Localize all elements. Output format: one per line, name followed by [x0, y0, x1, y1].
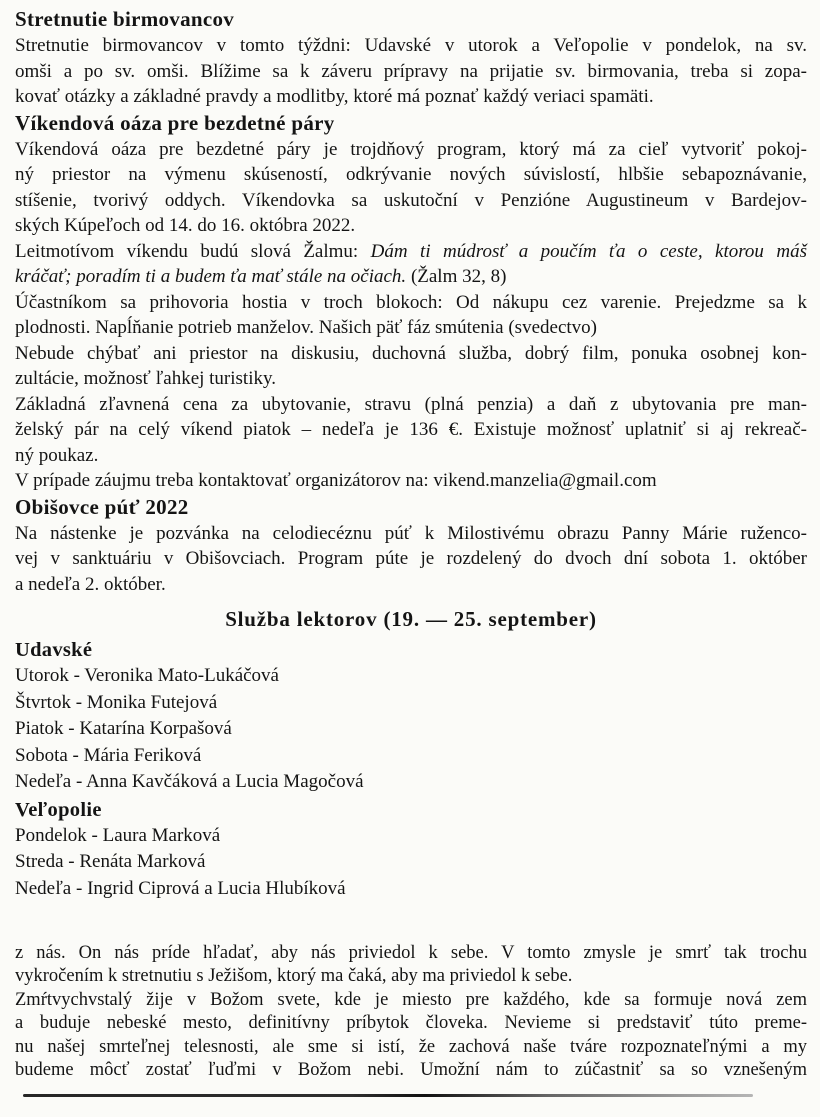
text-line: Na nástenke je pozvánka na celodiecéznu púť k Milostivému obrazu Panny Márie ruženco- — [15, 522, 807, 544]
lector-list-item: Nedeľa - Anna Kavčáková a Lucia Magočová — [15, 771, 364, 792]
text-line: V prípade záujmu treba kontaktovať organizátorov na: vikend.manzelia@gmail.com — [15, 470, 657, 491]
lector-list-velopolie — [15, 823, 807, 903]
text-line: kovať otázky a základné pravdy a modlitby, ktoré má poznať každý veriaci spamäti. — [15, 86, 654, 107]
subheading-udavske: Udavské — [15, 639, 93, 661]
text-line: Stretnutie birmovancov v tomto týždni: Udavské v utorok a Veľopolie v pondelok, na sv. — [15, 35, 807, 56]
lector-list-item: Pondelok - Laura Marková — [15, 824, 221, 846]
text-line: vej v sanktuáriu v Obišovciach. Program púte je rozdelený do dvoch dní sobota 1. október — [15, 548, 807, 569]
text-line: Základná zľavnená cena za ubytovanie, stravu (plná penzia) a daň z ubytovania pre man- — [15, 393, 807, 415]
text-line: Účastníkom sa prihovoria hostia v troch blokoch: Od nákupu cez varenie. Prejedzme sa k — [15, 291, 807, 313]
text-line — [15, 264, 807, 290]
subheading-velopolie: Veľopolie — [15, 798, 102, 821]
text-line: zultácie, možnosť ľahkej turistiky. — [15, 368, 277, 389]
heading-sluzba-lektorov: Služba lektorov (19. — 25. september) — [225, 607, 597, 631]
lector-list-item: Sobota - Mária Feriková — [15, 744, 202, 766]
italic-quote-segment: kráčať; poradím ti a budem ťa mať stále na očiach. — [15, 266, 407, 287]
lector-list-item: Streda - Renáta Marková — [15, 851, 206, 872]
text-line: budeme môcť zostať ľuďmi v Božom nebi. Umožní nám to zúčastniť sa so vznešeným — [15, 1060, 807, 1081]
paragraph-hostia — [15, 290, 807, 341]
text-line: a buduje nebeské mesto, definitívny príbytok človeka. Nevieme si predstaviť túto preme- — [15, 1013, 807, 1034]
lector-list-udavske — [15, 663, 807, 796]
heading-stretnutie-birmovancov: Stretnutie birmovancov — [15, 7, 235, 31]
text-line: ských Kúpeľoch od 14. do 16. októbra 2022. — [15, 215, 356, 236]
paragraph-birmovanci — [15, 33, 807, 110]
lector-list-item: Piatok - Katarína Korpašová — [15, 718, 232, 739]
text-line: z nás. On nás príde hľadať, aby nás priviedol k sebe. V tomto zmysle je smrť tak trochu — [15, 943, 807, 963]
paragraph-kontakt — [15, 468, 807, 494]
italic-quote-segment: Dám ti múdrosť a poučím ťa o ceste, ktorou máš — [370, 240, 807, 262]
text-segment: (Žalm 32, 8) — [406, 266, 507, 287]
text-line: plodnosti. Napĺňanie potrieb manželov. Našich päť fáz smútenia (svedectvo) — [15, 317, 597, 338]
text-line: ný poukaz. — [15, 444, 99, 466]
heading-vikendova-oaza: Víkendová oáza pre bezdetné páry — [15, 110, 335, 135]
paragraph-oaza-intro — [15, 137, 807, 239]
text-line: a nedeľa 2. október. — [15, 573, 166, 595]
text-line: vykročením k stretnutiu s Ježišom, ktorý ma čaká, aby ma priviedol k sebe. — [15, 966, 573, 987]
text-line: Nebude chýbať ani priestor na diskusiu, duchovná služba, dobrý film, ponuka osobnej kon- — [15, 342, 807, 364]
text-segment: Leitmotívom víkendu budú slová Žalmu: — [15, 240, 371, 262]
text-line: stíšenie, tvorivý oddych. Víkendovka sa uskutoční v Penzióne Augustineum v Bardejov- — [15, 189, 807, 211]
lector-list-item: Štvrtok - Monika Futejová — [15, 691, 218, 713]
lector-list-item: Utorok - Veronika Mato-Lukáčová — [15, 665, 279, 686]
paragraph-zalm — [15, 239, 807, 290]
text-line: nu našej smrteľnej telesnosti, ale sme si istí, že zachová naše tváre rozpoznateľnými a my — [15, 1036, 807, 1057]
paragraph-zmrtvychvstaly — [15, 989, 807, 1083]
vertical-gap — [15, 902, 807, 942]
text-line: želský pár na celý víkend piatok – nedeľa je 136 €. Existuje možnosť uplatniť si aj rekreač- — [15, 419, 807, 440]
lector-list-item: Nedeľa - Ingrid Ciprová a Lucia Hlubíková — [15, 877, 346, 899]
text-line: Zmŕtvychvstalý žije v Božom svete, kde je miesto pre každého, kde sa formuje nová zem — [15, 989, 807, 1010]
text-line: omši a po sv. omši. Blížime sa k záveru prípravy na prijatie sv. birmovania, treba si zopa- — [15, 60, 807, 82]
text-line — [15, 239, 807, 265]
text-line: ný priestor na výmenu skúseností, odkrývanie nových súvislostí, hlbšie sebapoznávanie, — [15, 164, 807, 185]
heading-obisovce-put: Obišovce púť 2022 — [15, 494, 189, 519]
paragraph-diskusia — [15, 341, 807, 392]
paragraph-obisovce — [15, 521, 807, 598]
paragraph-smrt — [15, 942, 807, 989]
footer-divider-rule — [23, 1094, 753, 1097]
text-line: Víkendová oáza pre bezdetné páry je trojdňový program, ktorý má za cieľ vytvoriť pokoj- — [15, 138, 807, 160]
paragraph-cena — [15, 392, 807, 469]
